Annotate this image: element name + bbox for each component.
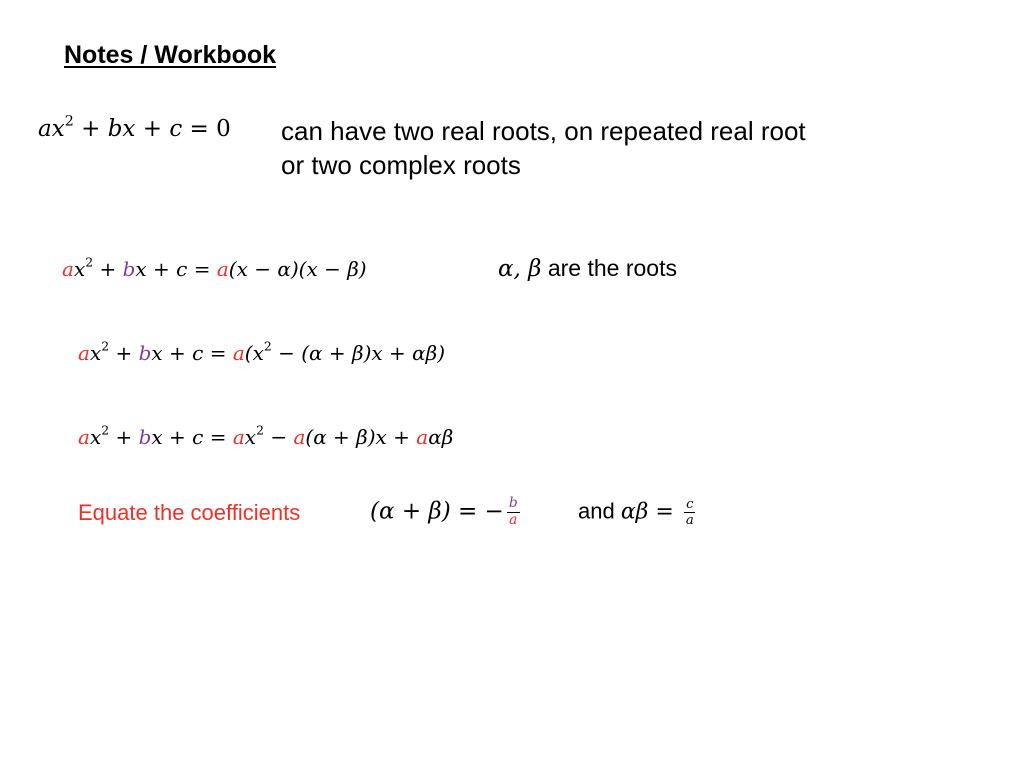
- roots-note: [498, 255, 677, 282]
- product-of-roots-equation: and αβ = $\frac{c}{a}$: [578, 497, 694, 529]
- distributed-form-equation: $ax^2$ + bx + $c = ax^2 - a(\alpha + \beta)x + a\alpha\beta$: [78, 422, 454, 449]
- quadratic-equation: $ax^2$ + bx + c = 0: [38, 113, 231, 142]
- factored-form-equation: $ax^2$ + bx + c = a(x − α)(x − β): [62, 254, 367, 281]
- roots-description-line-1: can have two real roots, on repeated real root: [281, 116, 806, 146]
- roots-note-text: are the roots: [541, 255, 677, 281]
- roots-symbols: α, β: [498, 256, 542, 282]
- roots-description: [281, 114, 806, 182]
- page-title: Notes / Workbook: [64, 41, 277, 69]
- c-over-a-fraction: $\frac{c}{a}$: [685, 497, 694, 529]
- expanded-form-equation: $ax^2$ + bx + $c = a(x^2 - (\alpha + \beta)x + \alpha\beta)$: [78, 338, 446, 365]
- minus-b-over-a-fraction: $\frac{b}{a}$: [508, 495, 518, 528]
- roots-description-line-2: or two complex roots: [281, 150, 521, 180]
- sum-of-roots-equation: (α + β) = − $\frac{b}{a}$: [370, 495, 518, 528]
- equate-coefficients-label: Equate the coefficients: [78, 500, 301, 525]
